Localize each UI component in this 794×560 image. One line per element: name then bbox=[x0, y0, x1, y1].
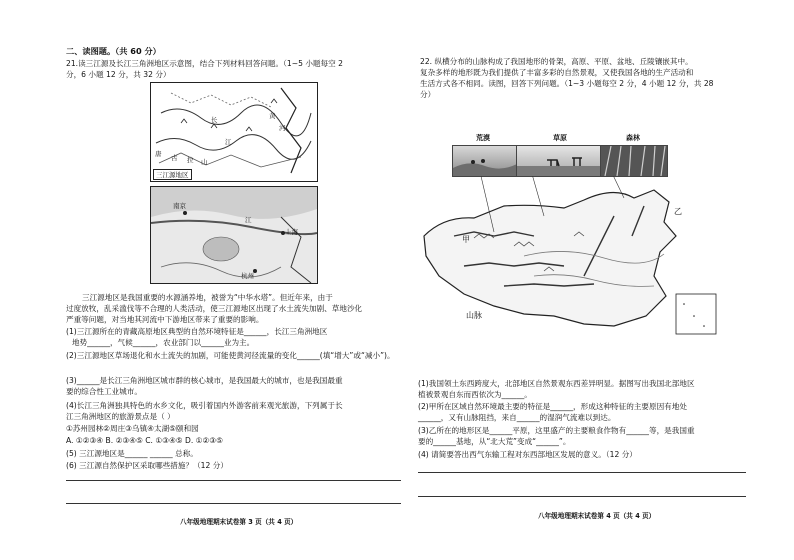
q1-line2: 地势______，气候______，农业部门以______业为主。 bbox=[72, 338, 255, 347]
map1-place-label-1: 唐 bbox=[155, 150, 162, 158]
forest-photo bbox=[600, 145, 668, 177]
q2-line2: ______，又有山脉阻挡，来自______的湿润气流难以到达。 bbox=[418, 413, 616, 422]
map1-river-label-2: 黄 bbox=[269, 112, 276, 120]
q22-intro-line1: 22. 纵横分布的山脉构成了我国地形的骨架，高原、平原、盆地、丘陵镶嵌其中。 bbox=[420, 57, 693, 66]
map-label-mountain: 山脉 bbox=[466, 311, 482, 320]
q3-line2: 要的______基地，从“北大荒”变成“______”。 bbox=[418, 437, 571, 446]
q4-line2: 江三角洲地区的旅游景点是（ ） bbox=[66, 412, 175, 421]
map1-place-label-4: 山 bbox=[201, 158, 208, 166]
china-map-drawing bbox=[414, 176, 734, 340]
q4-options: A. ①②③④ B. ②③④⑤ C. ①③④⑤ D. ①②③⑤ bbox=[66, 436, 223, 445]
q1-line1: (1)我国领土东西跨度大，北部地区自然景观东西差异明显。据图写出我国北部地区 bbox=[418, 379, 695, 388]
answer-line bbox=[66, 480, 401, 481]
left-page bbox=[62, 0, 407, 560]
q6-line: (6) 三江源自然保护区采取哪些措施？（12 分） bbox=[66, 461, 228, 470]
map1-river-label-1: 长 bbox=[211, 116, 218, 124]
right-footer: 八年级地理期末试卷第 4 页（共 4 页） bbox=[538, 512, 656, 520]
map1-river-label-4: 江 bbox=[225, 138, 232, 146]
map1-place-label-3: 拉 bbox=[187, 156, 194, 164]
photo-label-grassland: 草原 bbox=[553, 134, 567, 142]
q3-line2: 要的综合性工业城市。 bbox=[66, 387, 142, 396]
grassland-photo bbox=[516, 145, 602, 177]
q1-line1: (1)三江源所在的青藏高原地区典型的自然环境特征是______，长江三角洲地区 bbox=[66, 327, 328, 336]
q1-line2: 植被景观自东而西依次为______。 bbox=[418, 390, 532, 399]
answer-line bbox=[418, 472, 746, 473]
q4-items: ①苏州园林②周庄③乌镇④太湖⑤颐和园 bbox=[66, 424, 199, 433]
q3-line1: (3)乙所在的地形区是______平原，这里盛产的主要粮食作物有______等，是我国重 bbox=[418, 426, 695, 435]
map1-place-label-2: 古 bbox=[171, 154, 178, 162]
map1-region-label: 三江源地区 bbox=[153, 169, 192, 180]
q21-intro-line2: 分，6 小题 12 分，共 32 分） bbox=[66, 70, 171, 79]
q22-intro-line2: 复杂多样的地形既为我们提供了丰富多彩的自然景观，又使我国各地的生产活动和 bbox=[420, 68, 694, 77]
q4-line: (4) 请简要答出西气东输工程对东西部地区发展的意义。（12 分） bbox=[418, 450, 637, 459]
right-page bbox=[412, 0, 757, 560]
sanjiangyuan-map-drawing bbox=[151, 83, 317, 181]
q5-line: (5) 三江源地区是______ ______ 总称。 bbox=[66, 449, 198, 458]
map-label-jia: 甲 bbox=[462, 235, 470, 244]
map2-city-label-3: 杭州 bbox=[241, 272, 254, 280]
q4-line1: (4)长江三角洲独具特色的水乡文化，吸引着国内外游客前来观光旅游，下列属于长 bbox=[66, 401, 343, 410]
q2-line: (2)三江源地区草场退化和水土流失的加剧，可能使黄河径流量的变化______(填“增大”或“减小”)。 bbox=[66, 351, 395, 360]
q2-line1: (2)甲所在区域自然环境最主要的特征是______，形成这种特征的主要原因有地处 bbox=[418, 402, 687, 411]
q22-intro-line4: 分） bbox=[420, 90, 436, 99]
yangtze-delta-map bbox=[150, 186, 318, 284]
photo-label-desert: 荒漠 bbox=[476, 134, 490, 142]
passage-line1: 三江源地区是我国重要的水源涵养地，被誉为“中华水塔”。但近年来，由于 bbox=[82, 293, 333, 302]
map-label-yi: 乙 bbox=[674, 207, 682, 216]
q22-intro-line3: 生活方式各不相同。读图，回答下列问题。（1~3 小题每空 2 分，4 小题 12 分，共 28 bbox=[420, 79, 714, 88]
section-title: 二、读图题。（共 60 分） bbox=[66, 46, 161, 56]
q3-line1: (3)______是长江三角洲地区城市群的核心城市，是我国最大的城市，也是我国最重 bbox=[66, 376, 343, 385]
sanjiangyuan-map bbox=[150, 82, 318, 182]
photo-label-forest: 森林 bbox=[626, 134, 640, 142]
map2-river-label: 江 bbox=[245, 216, 252, 224]
china-map bbox=[414, 176, 734, 340]
map2-city-label-1: 南京 bbox=[173, 202, 186, 210]
passage-line2: 过度放牧，乱采滥伐等不合理的人类活动，使三江源地区出现了水土流失加剧、草地沙化 bbox=[66, 304, 363, 313]
footer-rule bbox=[66, 503, 401, 504]
passage-line3: 严重等问题，对当地其河流中下游地区带来了重要的影响。 bbox=[66, 315, 264, 324]
map2-city-label-2: 上海 bbox=[285, 228, 298, 236]
left-footer: 八年级地理期末试卷第 3 页（共 4 页） bbox=[180, 518, 298, 526]
q21-intro-line1: 21.读三江源及长江三角洲地区示意图，结合下列材料回答问题。（1~5 小题每空 2 bbox=[66, 59, 343, 68]
map1-river-label-3: 河 bbox=[279, 124, 286, 132]
desert-photo bbox=[452, 145, 518, 177]
footer-rule bbox=[418, 496, 746, 497]
